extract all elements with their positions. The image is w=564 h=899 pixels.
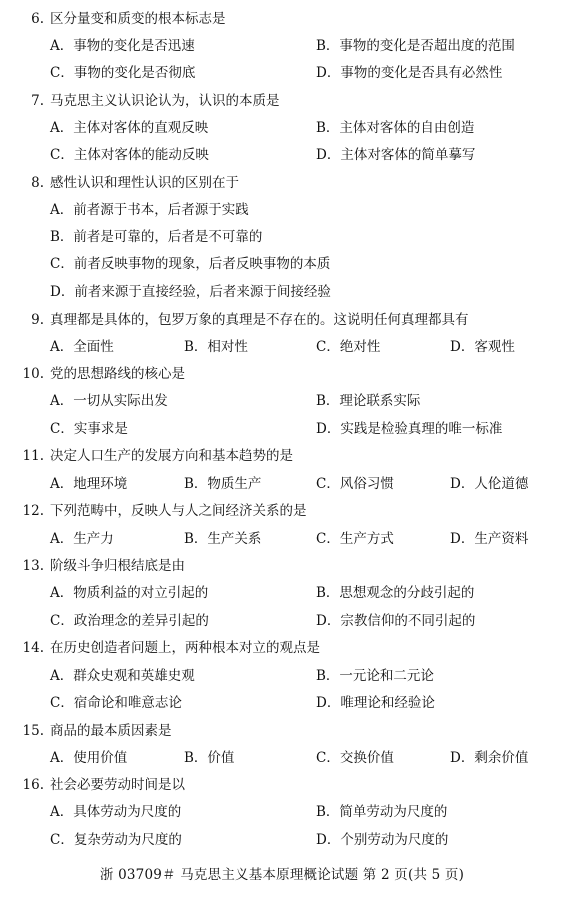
- question-number: 11.: [22, 448, 44, 464]
- question-8: [0, 173, 564, 193]
- question-6: [0, 9, 564, 29]
- question-9: [0, 310, 564, 330]
- option-b: B．主体对客体的自由创造: [316, 120, 475, 136]
- question-number: 16.: [22, 777, 44, 793]
- question-14: [0, 638, 564, 658]
- option-d: D．主体对客体的简单摹写: [316, 147, 476, 163]
- option-a: A．事物的变化是否迅速: [50, 38, 195, 54]
- question-number: 10.: [22, 366, 44, 382]
- question-number: 9.: [31, 312, 44, 328]
- option-a: A．物质利益的对立引起的: [50, 585, 209, 601]
- question-text: 社会必要劳动时间是以: [50, 777, 185, 793]
- option-d: D．实践是检验真理的唯一标准: [316, 421, 503, 437]
- option-d: D．人伦道德: [450, 476, 529, 492]
- option-c: C．实事求是: [50, 421, 128, 437]
- option-d: D．个别劳动为尺度的: [316, 832, 449, 848]
- option-a: A．地理环境: [50, 476, 128, 492]
- question-text: 下列范畴中，反映人与人之间经济关系的是: [50, 503, 307, 519]
- option-d: D．剩余价值: [450, 750, 529, 766]
- option-c: C．风俗习惯: [316, 476, 394, 492]
- option-a: A．使用价值: [50, 750, 128, 766]
- question-number: 14.: [22, 640, 44, 656]
- option-c: C．主体对客体的能动反映: [50, 147, 209, 163]
- question-text: 真理都是具体的，包罗万象的真理是不存在的。这说明任何真理都具有: [50, 312, 469, 328]
- question-text: 商品的最本质因素是: [50, 723, 172, 739]
- option-c: C．绝对性: [316, 339, 381, 355]
- question-number: 8.: [31, 175, 44, 191]
- option-b: B．理论联系实际: [316, 393, 421, 409]
- question-15: [0, 721, 564, 741]
- question-16: [0, 775, 564, 795]
- option-b: B．思想观念的分歧引起的: [316, 585, 475, 601]
- question-text: 阶级斗争归根结底是由: [50, 558, 185, 574]
- question-text: 马克思主义认识论认为，认识的本质是: [50, 93, 280, 109]
- option-b: B．相对性: [184, 339, 248, 355]
- option-b: B．前者是可靠的，后者是不可靠的: [50, 229, 263, 245]
- option-c: C．生产方式: [316, 531, 394, 547]
- option-c: C．宿命论和唯意志论: [50, 695, 182, 711]
- option-a: A．一切从实际出发: [50, 393, 168, 409]
- option-d: D．宗教信仰的不同引起的: [316, 613, 476, 629]
- option-b: B．一元论和二元论: [316, 668, 434, 684]
- question-number: 15.: [22, 723, 44, 739]
- option-b: B．生产关系: [184, 531, 262, 547]
- question-11: [0, 446, 564, 466]
- option-a: A．具体劳动为尺度的: [50, 804, 182, 820]
- question-text: 决定人口生产的发展方向和基本趋势的是: [50, 448, 293, 464]
- option-a: A．生产力: [50, 531, 114, 547]
- option-a: A．全面性: [50, 339, 114, 355]
- option-b: B．事物的变化是否超出度的范围: [316, 38, 515, 54]
- question-text: 在历史创造者问题上，两种根本对立的观点是: [50, 640, 320, 656]
- question-12: [0, 501, 564, 521]
- option-c: C．前者反映事物的现象，后者反映事物的本质: [50, 256, 331, 272]
- page-footer: 浙 03709＃ 马克思主义基本原理概论试题 第 2 页(共 5 页): [99, 867, 465, 883]
- question-10: [0, 364, 564, 384]
- option-b: B．简单劳动为尺度的: [316, 804, 448, 820]
- option-c: C．事物的变化是否彻底: [50, 65, 196, 81]
- option-a: A．主体对客体的直观反映: [50, 120, 209, 136]
- question-number: 12.: [22, 503, 44, 519]
- option-d: D．前者来源于直接经验，后者来源于间接经验: [50, 284, 331, 300]
- option-d: D．唯理论和经验论: [316, 695, 435, 711]
- question-text: 党的思想路线的核心是: [50, 366, 185, 382]
- question-number: 7.: [31, 93, 44, 109]
- option-c: C．交换价值: [316, 750, 394, 766]
- question-number: 6.: [31, 11, 44, 27]
- question-7: [0, 91, 564, 111]
- option-d: D．客观性: [450, 339, 515, 355]
- option-d: D．生产资料: [450, 531, 529, 547]
- option-a: A．群众史观和英雄史观: [50, 668, 195, 684]
- option-b: B．物质生产: [184, 476, 262, 492]
- option-c: C．复杂劳动为尺度的: [50, 832, 182, 848]
- question-text: 感性认识和理性认识的区别在于: [50, 175, 239, 191]
- option-c: C．政治理念的差异引起的: [50, 613, 209, 629]
- question-13: [0, 556, 564, 576]
- question-text: 区分量变和质变的根本标志是: [50, 11, 226, 27]
- option-d: D．事物的变化是否具有必然性: [316, 65, 503, 81]
- question-number: 13.: [22, 558, 44, 574]
- option-a: A．前者源于书本，后者源于实践: [50, 202, 249, 218]
- option-b: B．价值: [184, 750, 235, 766]
